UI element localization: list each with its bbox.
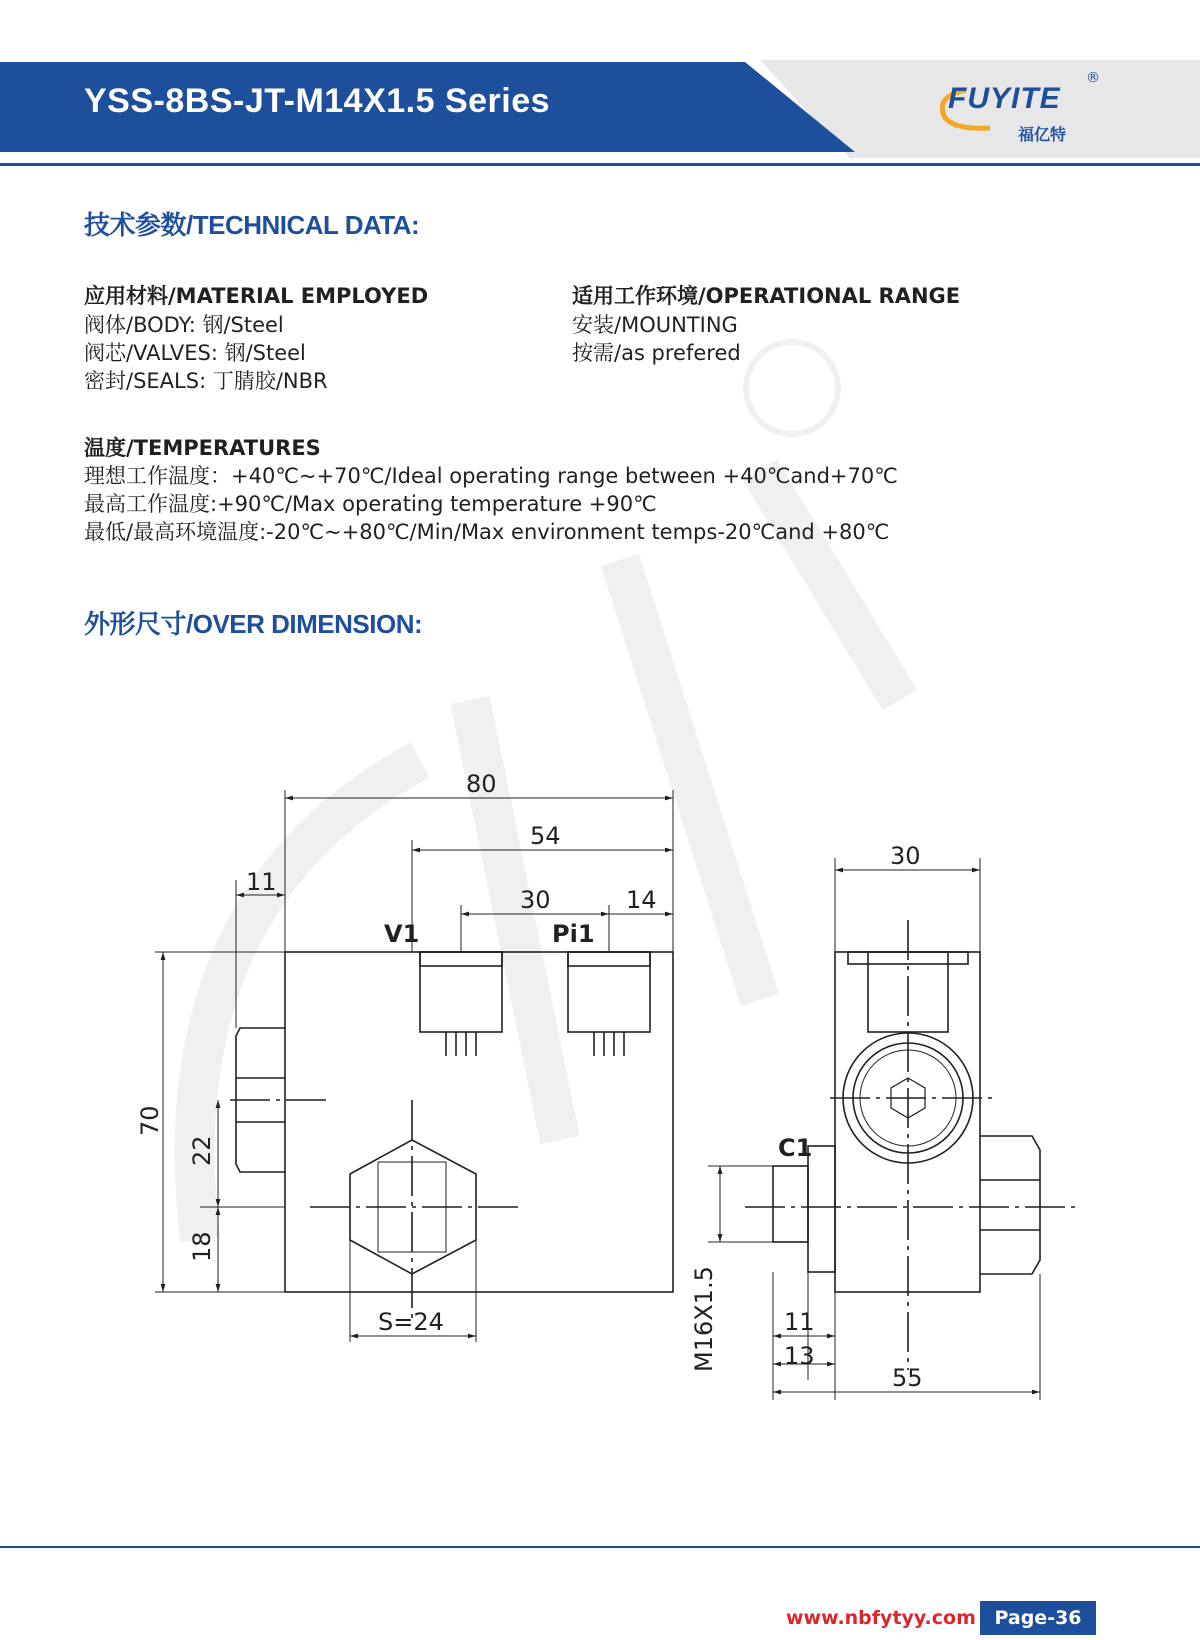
port-pi1-label: Pi1 bbox=[552, 920, 595, 948]
operational-line: 按需/as prefered bbox=[572, 341, 741, 365]
temperature-line: 理想工作温度：+40℃~+70℃/Ideal operating range between +40℃and+70℃ bbox=[84, 464, 898, 488]
footer-rule bbox=[0, 1546, 1200, 1548]
side-dim-11-label: 11 bbox=[784, 1308, 815, 1336]
temperature-line: 最低/最高环境温度:-20℃~+80℃/Min/Max environment temps-20℃and +80℃ bbox=[84, 520, 890, 544]
port-c1-label: C1 bbox=[778, 1134, 813, 1162]
over-dimension-title: 外形尺寸/OVER DIMENSION: bbox=[84, 609, 423, 639]
port-v1-label: V1 bbox=[384, 920, 420, 948]
dim-54-label: 54 bbox=[530, 822, 561, 850]
technical-data-title: 技术参数/TECHNICAL DATA: bbox=[84, 210, 420, 240]
side-dim-13-label: 13 bbox=[784, 1342, 815, 1370]
footer-website-link[interactable]: www.nbfytyy.com bbox=[786, 1607, 976, 1629]
dim-80-label: 80 bbox=[466, 770, 497, 798]
dim-14-label: 14 bbox=[626, 886, 657, 914]
material-line: 阀体/BODY: 钢/Steel bbox=[84, 313, 284, 337]
thread-m16-label: M16X1.5 bbox=[690, 1266, 718, 1372]
brand-logo-cn: 福亿特 bbox=[1018, 125, 1067, 144]
registered-mark: ® bbox=[1086, 70, 1100, 86]
front-view-body bbox=[285, 952, 673, 1292]
brand-logo: FUYITE bbox=[948, 82, 1061, 115]
page-title: YSS-8BS-JT-M14X1.5 Series bbox=[84, 82, 551, 120]
operational-heading: 适用工作环境/OPERATIONAL RANGE bbox=[572, 284, 961, 308]
material-line: 阀芯/VALVES: 钢/Steel bbox=[84, 341, 306, 365]
dim-30-label: 30 bbox=[520, 886, 551, 914]
material-line: 密封/SEALS: 丁腈胶/NBR bbox=[84, 369, 328, 393]
page-number: Page-36 bbox=[980, 1601, 1096, 1635]
temperatures-heading: 温度/TEMPERATURES bbox=[84, 436, 321, 460]
dim-s24-label: S=24 bbox=[378, 1308, 444, 1336]
side-dim-30-label: 30 bbox=[890, 842, 921, 870]
dim-55-label: 55 bbox=[892, 1364, 923, 1392]
material-heading: 应用材料/MATERIAL EMPLOYED bbox=[84, 284, 429, 308]
temperature-line: 最高工作温度:+90℃/Max operating temperature +90℃ bbox=[84, 492, 657, 516]
dim-11-label: 11 bbox=[246, 868, 277, 896]
dim-70-label: 70 bbox=[136, 1105, 164, 1136]
dim-18-label: 18 bbox=[188, 1231, 216, 1262]
dim-22-label: 22 bbox=[188, 1135, 216, 1166]
operational-line: 安装/MOUNTING bbox=[572, 313, 738, 337]
